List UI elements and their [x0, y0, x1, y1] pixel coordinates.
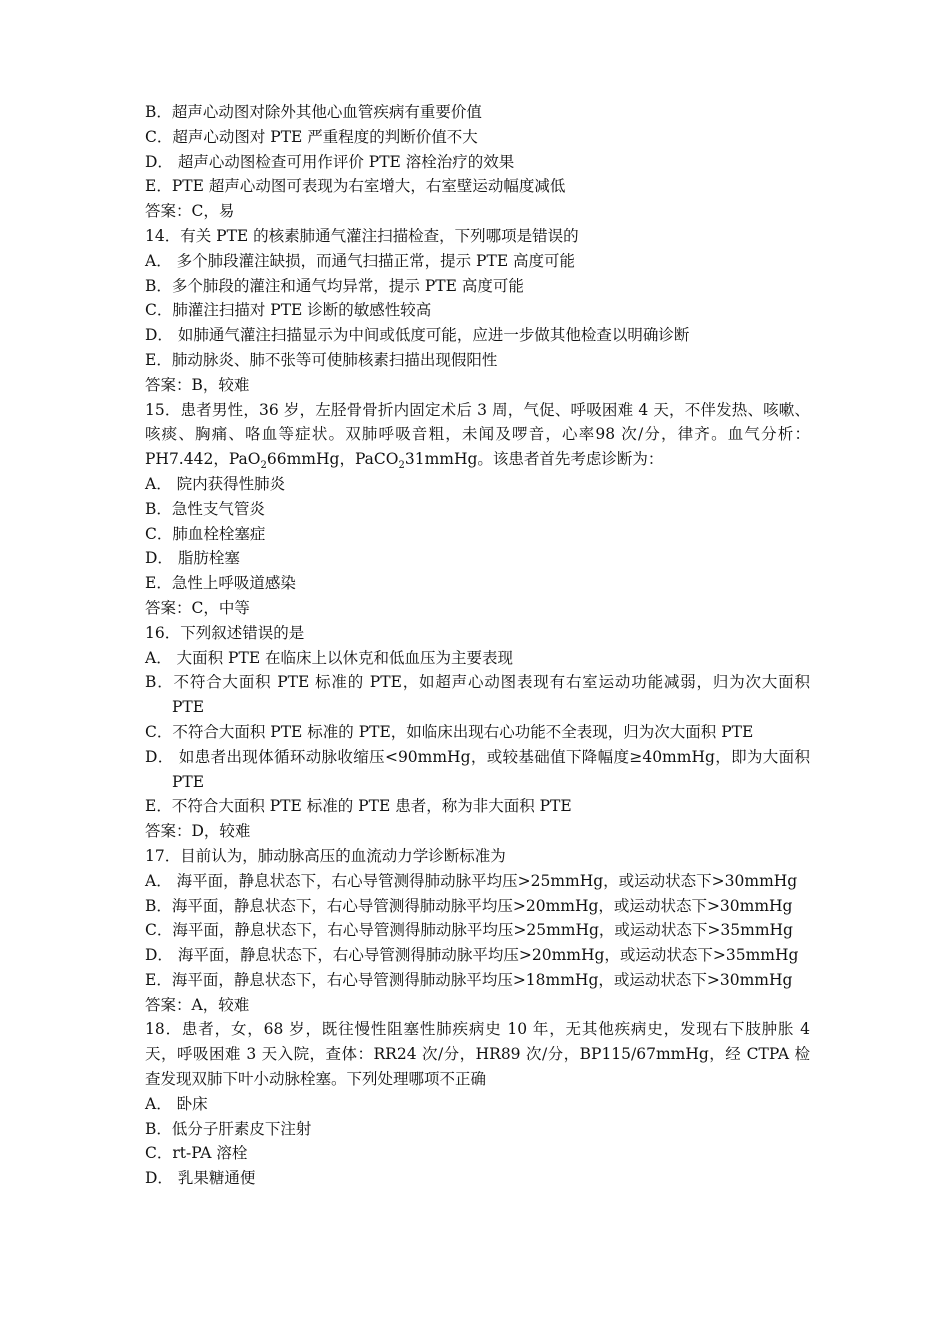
- q16-option-c: C．不符合大面积 PTE 标准的 PTE，如临床出现右心功能不全表现，归为次大面积 PTE: [145, 722, 754, 741]
- q18-option-a: A． 卧床: [145, 1094, 208, 1113]
- q14-option-c: C．肺灌注扫描对 PTE 诊断的敏感性较高: [145, 301, 432, 320]
- q15-subscript-1: 2: [260, 460, 267, 472]
- q17-option-c: C．海平面，静息状态下，右心导管测得肺动脉平均压>25mmHg，或运动状态下>35mmHg: [145, 921, 793, 940]
- q14-stem: 14．有关 PTE 的核素肺通气灌注扫描检查，下列哪项是错误的: [145, 226, 579, 245]
- q15-stem-text-1: 15．患者男性，36 岁，左胫骨骨折内固定术后 3 周，气促、呼吸困难 4 天，不伴发热、咳嗽、咳痰、胸痛、咯血等症状。双肺呼吸音粗，未闻及啰音，心率98 次/分，律齐。血气分析：PH7.442，PaO: [145, 400, 810, 469]
- q16-stem: 16．下列叙述错误的是: [145, 623, 305, 642]
- document-page: [145, 100, 810, 1191]
- q17-answer: 答案：A，较难: [145, 995, 250, 1014]
- q18-option-c: C．rt-PA 溶栓: [145, 1144, 248, 1163]
- q17-option-a: A． 海平面，静息状态下，右心导管测得肺动脉平均压>25mmHg，或运动状态下>30mmHg: [145, 871, 798, 890]
- q13-option-d: D． 超声心动图检查可用作评价 PTE 溶栓治疗的效果: [145, 152, 515, 171]
- q13-option-c: C．超声心动图对 PTE 严重程度的判断价值不大: [145, 127, 478, 146]
- q15-option-a: A． 院内获得性肺炎: [145, 474, 286, 493]
- q16-option-e: E．不符合大面积 PTE 标准的 PTE 患者，称为非大面积 PTE: [145, 797, 572, 816]
- q14-answer: 答案：B，较难: [145, 375, 250, 394]
- q17-option-d: D． 海平面，静息状态下，右心导管测得肺动脉平均压>20mmHg，或运动状态下>35mmHg: [145, 946, 799, 965]
- q15-subscript-2: 2: [398, 460, 405, 472]
- q18-option-b: B．低分子肝素皮下注射: [145, 1119, 312, 1138]
- q15-stem: [145, 398, 810, 472]
- q14-option-a: A． 多个肺段灌注缺损，而通气扫描正常，提示 PTE 高度可能: [145, 251, 576, 270]
- q14-option-e: E．肺动脉炎、肺不张等可使肺核素扫描出现假阳性: [145, 350, 498, 369]
- q14-option-b: B．多个肺段的灌注和通气均异常，提示 PTE 高度可能: [145, 276, 524, 295]
- q14-option-d: D． 如肺通气灌注扫描显示为中间或低度可能，应进一步做其他检查以明确诊断: [145, 326, 690, 345]
- q15-option-b: B．急性支气管炎: [145, 499, 265, 518]
- q18-stem: 18．患者，女，68 岁，既往慢性阻塞性肺疾病史 10 年，无其他疾病史，发现右下肢肿胀 4 天，呼吸困难 3 天入院，查体：RR24 次/分，HR89 次/分，BP115/67mmHg，经 CTPA 检查发现双肺下叶小动脉栓塞。下列处理哪项不正确: [145, 1020, 810, 1089]
- q17-stem: 17．目前认为，肺动脉高压的血流动力学诊断标准为: [145, 846, 506, 865]
- q13-option-b: B．超声心动图对除外其他心血管疾病有重要价值: [145, 103, 482, 121]
- q18-option-d: D． 乳果糖通便: [145, 1169, 256, 1188]
- q13-answer: 答案：C，易: [145, 202, 235, 221]
- q16-option-d: D． 如患者出现体循环动脉收缩压<90mmHg，或较基础值下降幅度≥40mmHg，即为大面积 PTE: [145, 747, 810, 791]
- q16-option-a: A． 大面积 PTE 在临床上以休克和低血压为主要表现: [145, 648, 514, 667]
- q15-stem-text-2: 66mmHg，PaCO: [266, 450, 399, 469]
- q16-option-b: B．不符合大面积 PTE 标准的 PTE，如超声心动图表现有右室运动功能减弱，归为次大面积 PTE: [145, 673, 810, 717]
- q15-stem-text-3: 31mmHg。该患者首先考虑诊断为：: [404, 450, 664, 469]
- q17-option-e: E．海平面，静息状态下，右心导管测得肺动脉平均压>18mmHg，或运动状态下>30mmHg: [145, 970, 793, 989]
- q15-answer: 答案：C，中等: [145, 598, 250, 617]
- q16-answer: 答案：D，较难: [145, 822, 251, 841]
- q15-option-e: E．急性上呼吸道感染: [145, 574, 296, 593]
- q15-option-d: D． 脂肪栓塞: [145, 549, 240, 568]
- q13-option-e: E．PTE 超声心动图可表现为右室增大，右室壁运动幅度减低: [145, 177, 566, 196]
- q15-option-c: C．肺血栓栓塞症: [145, 524, 266, 543]
- q17-option-b: B．海平面，静息状态下，右心导管测得肺动脉平均压>20mmHg，或运动状态下>30mmHg: [145, 896, 793, 915]
